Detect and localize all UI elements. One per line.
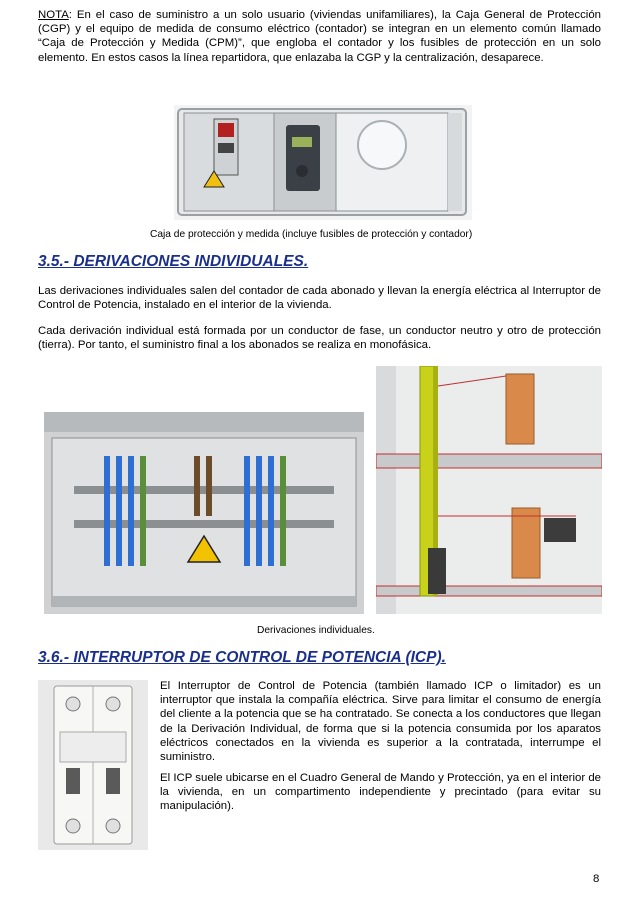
section-3-5-heading: 3.5.- DERIVACIONES INDIVIDUALES. [38,253,309,270]
cpm-photo [174,105,472,220]
cpm-caption: Caja de protección y medida (incluye fusibles de protección y contador) [150,229,473,240]
section-3-5-paragraph-1: Las derivaciones individuales salen del contador de cada abonado y llevan la energía eléctrica al Interruptor de Control de Potencia, instalado en el interior de la vivienda. [38,285,601,312]
derivaciones-panel-photo [44,412,364,614]
section-3-6-heading: 3.6.- INTERRUPTOR DE CONTROL DE POTENCIA (ICP). [38,649,446,666]
icp-photo [38,680,148,850]
page-number: 8 [593,873,600,885]
nota-paragraph [38,8,601,65]
section-3-5-paragraph-2: Cada derivación individual está formada por un conductor de fase, un conductor neutro y otro de protección (tierra). Por tanto, el suministro final a los abonados se realiza en monofásica. [38,325,601,352]
nota-label: NOTA [38,9,69,21]
derivaciones-building-diagram [376,366,602,614]
section-3-6-paragraph-1: El Interruptor de Control de Potencia (también llamado ICP o limitador) es un interruptor que instala la compañía eléctrica. Sirve para limitar el consumo de energía del cliente a la potencia que se ha contratado. Se conecta a los conductores que llegan de la Derivación Individual, de forma que si la potencia consumida por los aparatos eléctricos conectados en la vivienda es superior a la contratada, interrumpe el suministro. [160,680,601,764]
nota-text: : En el caso de suministro a un solo usuario (viviendas unifamiliares), la Caja General de Protección (CGP) y el equipo de medida de consumo eléctrico (contador) se integran en un elemento común llamado “Caja de Protección y Medida (CPM)”, que engloba el contador y los fusibles de protección en un solo elemento. En estos casos la línea repartidora, que enlazaba la CGP y la centralización, desaparece. [38,9,601,64]
section-3-6-paragraph-2: El ICP suele ubicarse en el Cuadro General de Mando y Protección, ya en el interior de la vivienda, en un compartimento independiente y precintado (para evitar su manipulación). [160,772,601,813]
derivaciones-caption: Derivaciones individuales. [257,625,375,636]
